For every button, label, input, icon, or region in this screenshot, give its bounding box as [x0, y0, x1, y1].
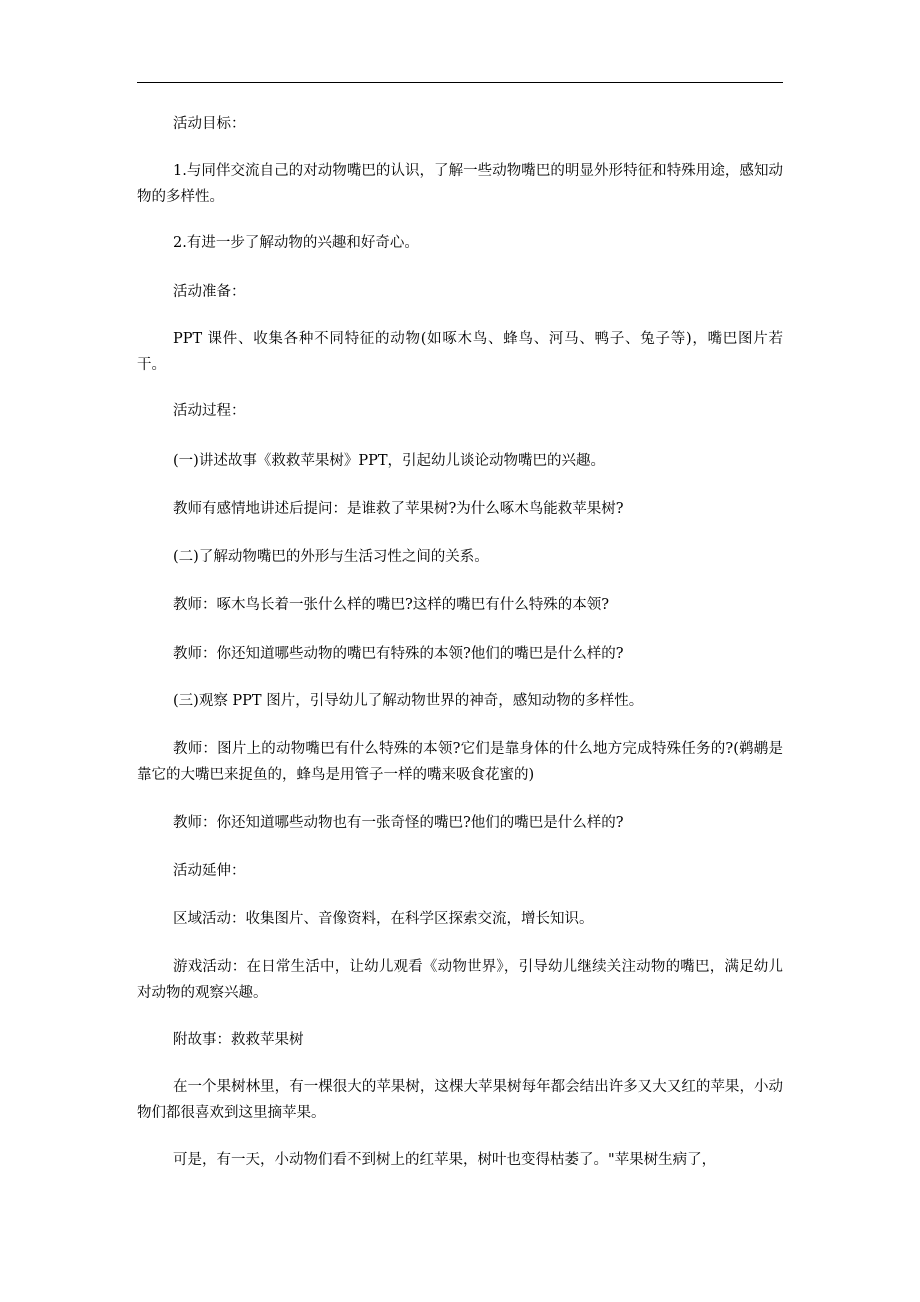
- heading-activity-goals: 活动目标：: [173, 116, 246, 132]
- process-step-2-question-b: 教师：你还知道哪些动物的嘴巴有特殊的本领?他们的嘴巴是什么样的?: [173, 646, 624, 662]
- process-step-1-question: 教师有感情地讲述后提问：是谁救了苹果树?为什么啄木鸟能救苹果树?: [173, 501, 624, 517]
- process-step-3: (三)观察 PPT 图片，引导幼儿了解动物世界的神奇，感知动物的多样性。: [173, 693, 644, 709]
- header-rule: [137, 82, 783, 83]
- story-paragraph-1: 在一个果树林里，有一棵很大的苹果树，这棵大苹果树每年都会结出许多又大又红的苹果，小动物们都很喜欢到这里摘苹果。: [137, 1079, 783, 1121]
- extension-game-activity: 游戏活动：在日常生活中，让幼儿观看《动物世界》，引导幼儿继续关注动物的嘴巴，满足幼儿对动物的观察兴趣。: [137, 959, 783, 1001]
- process-step-2: (二)了解动物嘴巴的外形与生活习性之间的关系。: [173, 549, 489, 565]
- heading-activity-extension: 活动延伸：: [173, 863, 246, 879]
- process-step-1: (一)讲述故事《救救苹果树》PPT，引起幼儿谈论动物嘴巴的兴趣。: [173, 453, 605, 469]
- extension-area-activity: 区域活动：收集图片、音像资料，在科学区探索交流，增长知识。: [173, 911, 594, 927]
- goal-item-2: 2.有进一步了解动物的兴趣和好奇心。: [173, 235, 419, 251]
- process-step-2-question-a: 教师：啄木鸟长着一张什么样的嘴巴?这样的嘴巴有什么特殊的本领?: [173, 597, 610, 613]
- heading-activity-process: 活动过程：: [173, 403, 246, 419]
- goal-item-1: 1.与同伴交流自己的对动物嘴巴的认识，了解一些动物嘴巴的明显外形特征和特殊用途，感知动物的多样性。: [137, 163, 783, 205]
- story-paragraph-2: 可是，有一天，小动物们看不到树上的红苹果，树叶也变得枯萎了。"苹果树生病了，: [173, 1152, 717, 1168]
- process-step-3-question-b: 教师：你还知道哪些动物也有一张奇怪的嘴巴?他们的嘴巴是什么样的?: [173, 815, 624, 831]
- process-step-3-question-a: 教师：图片上的动物嘴巴有什么特殊的本领?它们是靠身体的什么地方完成特殊任务的?(鹈鹕是靠它的大嘴巴来捉鱼的，蜂鸟是用管子一样的嘴来吸食花蜜的): [137, 741, 783, 783]
- story-title: 附故事：救救苹果树: [173, 1032, 304, 1048]
- preparation-text: PPT 课件、收集各种不同特征的动物(如啄木鸟、蜂鸟、河马、鸭子、兔子等)，嘴巴图片若干。: [137, 331, 783, 373]
- heading-activity-preparation: 活动准备：: [173, 284, 246, 300]
